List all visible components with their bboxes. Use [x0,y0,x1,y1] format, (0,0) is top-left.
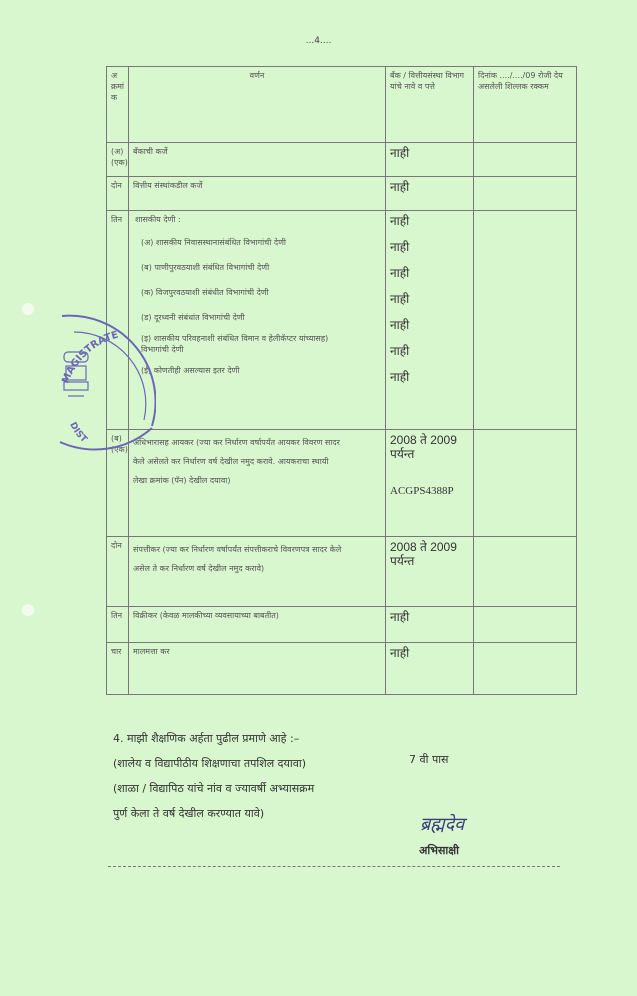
table-row [107,177,577,211]
header-description: वर्णन [129,67,386,143]
row-value: नाही [390,180,410,194]
liabilities-table [106,66,577,695]
row-value: नाही [390,646,410,660]
row-number: तिन [107,211,129,430]
row-value: नाही [390,266,410,280]
row-description: वित्तीय संस्थांकडील कर्जे [133,181,203,190]
row-subitem: (ड) दूरध्वनी संबंधांत विभागांची देणी [141,313,245,322]
row-description: अधिभारासह आयकर (ज्या कर निर्धारण वर्षापर्यंत आयकर विवरण सादर केले असेलते कर निर्धारण वर्ष देखील नमुद करावे. आयकराचा स्थायी लेखा क्रमांक (पॅन) देखील दयावा) [133,438,340,485]
table-row [107,430,577,537]
header-amount: दिनांक ..../..../09 रोजी देय असलेली शिल्लक रक्कम [474,67,577,143]
row-description: संपत्तीकर (ज्या कर निर्धारण वर्षापर्यंत संपत्तीकराचे विवरणपत्र सादर केले असेल ते कर निर्धारण वर्ष देखील नमुद करावे) [133,545,342,573]
education-line: (शालेय व विद्यापीठीय शिक्षणाचा तपशिल दयावा) [113,757,307,770]
row-value: नाही [390,318,410,332]
svg-text:DIST [67,421,89,446]
signature: ब्रह्मदेव [420,814,465,835]
row-number: (अ) (एक) [107,143,129,177]
row-description: शासकीय देणी : [135,215,181,224]
row-description: विक्रीकर (केवळ मालकीच्या व्यवसायाच्या बाबतीत) [133,611,279,620]
row-description: बँकाची कर्जे [133,147,168,156]
row-value: नाही [390,240,410,254]
row-subitem: (इ) शासकीय परिवहनाशी संबंधित विमान व हेलीकॅप्टर यांच्यासह) विभागांची देणी [141,334,329,354]
table-row [107,643,577,695]
row-number: दोन [107,177,129,211]
table-row [107,211,577,430]
svg-text:MAGISTRATE [60,330,119,386]
row-value: 2008 ते 2009 पर्यन्त [390,540,457,568]
education-heading: 4. माझी शैक्षणिक अर्हता पुढील प्रमाणे आहे :– [113,732,300,745]
row-value: नाही [390,146,410,160]
header-bank: बँक / वित्तीयसंस्था विभाग यांचे नावे व पत्ते [386,67,474,143]
punch-hole-icon [22,604,34,616]
divider-line [108,866,560,867]
header-sr-no: अ क्रमां क [107,67,129,143]
witness-label: अभिसाक्षी [419,844,460,857]
row-number: दोन [107,537,129,607]
row-value: नाही [390,214,410,228]
row-number: तिन [107,607,129,643]
education-section [113,726,314,826]
row-number: (ब) (एक) [107,430,129,537]
table-row [107,537,577,607]
punch-hole-icon [22,303,34,315]
row-description: मालमत्ता कर [133,647,170,656]
seal-bottom-text: DIST [67,420,89,446]
row-value: 2008 ते 2009 पर्यन्त [390,433,457,461]
table-row [107,607,577,643]
row-subitem: (ब) पाणीपुरवठयाशी संबंधित विभागांची देणी [141,263,270,272]
education-line: पुर्ण केला ते वर्ष देखील करण्यात यावे) [113,807,265,820]
table-header-row [107,67,577,143]
page-number: ...4.... [305,36,332,46]
row-value: नाही [390,292,410,306]
row-value: नाही [390,344,410,358]
row-value: नाही [390,610,410,624]
education-value: 7 वी पास [409,753,449,766]
row-number: चार [107,643,129,695]
row-subitem: (अ) शासकीय निवासस्थानासंबंधित विभागांची देणी [141,238,286,247]
row-subitem: (क) विजपुरवठयाशी संबंधीत विभागांची देणी [141,288,269,297]
row-value: नाही [390,370,410,384]
seal-top-text: MAGISTRATE [60,329,120,386]
row-subitem: (ई) कोणतीही असल्यास इतर देणी [141,366,240,375]
magistrate-seal [56,296,156,462]
pan-number: ACGPS4388P [390,485,454,497]
table-row [107,143,577,177]
education-line: (शाळा / विद्यापिठ यांचे नांव व ज्यावर्षी अभ्यासक्रम [113,782,315,795]
